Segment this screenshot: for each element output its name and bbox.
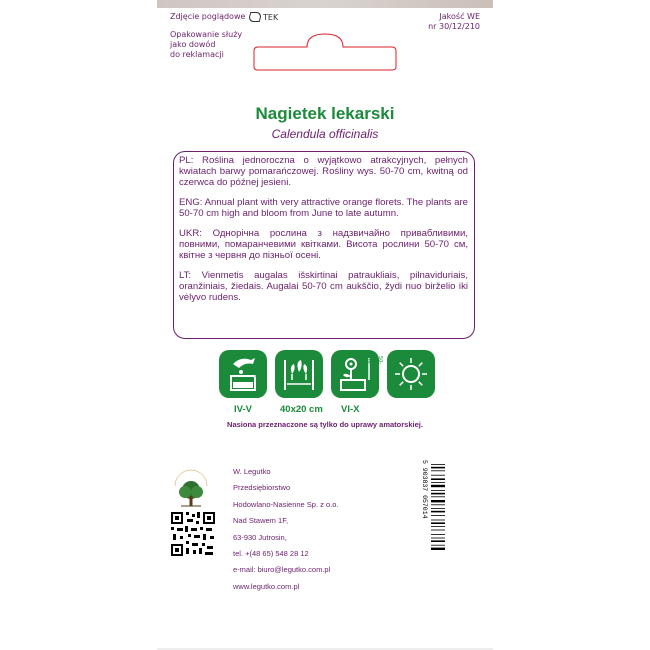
barcode-bar xyxy=(431,522,445,524)
spacing-icon xyxy=(275,350,323,398)
barcode-bar xyxy=(431,504,445,505)
barcode-bar xyxy=(431,475,445,476)
company-line-7: e-mail: biuro@legutko.com.pl xyxy=(233,565,331,575)
barcode-bar xyxy=(431,482,445,483)
amateur-use-note: Nasiona przeznaczone są tylko do uprawy amatorskiej. xyxy=(227,420,423,429)
flowering-icon xyxy=(331,350,383,398)
barcode-bar xyxy=(431,470,445,471)
quality-info xyxy=(428,12,480,32)
sowing-depth-label: 0,5 cm xyxy=(252,369,264,377)
barcode-bar xyxy=(431,515,445,516)
company-line-5: 63-930 Jutrosin, xyxy=(233,532,287,542)
barcode-bar xyxy=(431,500,445,502)
barcode-bar xyxy=(431,508,445,509)
description-box xyxy=(173,151,475,339)
quality-line-1: Jakość WE xyxy=(439,12,480,21)
company-line-1: W. Legutko xyxy=(233,467,271,476)
seed-packet-back xyxy=(157,0,493,650)
barcode-bar xyxy=(431,534,445,535)
company-logo xyxy=(169,470,213,510)
photo-strip xyxy=(157,0,493,8)
barcode-bar xyxy=(431,520,445,521)
barcode-bar xyxy=(431,548,445,550)
sowing-time-icon xyxy=(219,350,267,398)
plant-height-label: 50-70 cm xyxy=(365,356,383,365)
hang-slot xyxy=(250,33,400,71)
barcode-bar xyxy=(431,478,445,480)
product-title: Nagietek lekarski xyxy=(255,104,395,123)
tek-badge xyxy=(249,12,278,22)
claim-line-1: Opakowanie służy xyxy=(170,30,243,39)
barcode-bar xyxy=(431,496,445,497)
description-pl: PL: Roślina jednoroczna o wyjątkowo atrakcyjnych, pełnych kwiatach barwy pomarańczowej. Rośliny wys. 50-70 cm, kwitną od czerwca do późnej jesieni. xyxy=(179,155,468,188)
company-line-8: www.legutko.com.pl xyxy=(233,581,300,591)
barcode-bar xyxy=(431,493,445,495)
icon-labels xyxy=(219,404,439,418)
company-line-4: Nad Stawem 1F, xyxy=(233,516,289,526)
company-address xyxy=(233,464,338,595)
barcode-bar xyxy=(431,530,445,531)
latin-name: Calendula officinalis xyxy=(271,127,379,141)
barcode-bar xyxy=(431,490,445,491)
cultivation-icons xyxy=(219,350,435,398)
claim-line-3: do reklamacji xyxy=(170,50,224,59)
tek-label: TEK xyxy=(263,12,279,22)
description-lt: LT: Vienmetis augalas išskirtinai patrauklіais, pilnaviduriais, oranžiniais, žiedais. Augalai 50-70 cm aukščio, žydi nuo birželio iki vėlyvo rudens. xyxy=(179,270,468,303)
spacing-label: 40x20 cm xyxy=(280,404,323,415)
company-line-2: Przedsiębiorstwo xyxy=(233,483,291,493)
claim-note xyxy=(170,30,250,60)
preview-note: Zdjęcie poglądowe xyxy=(170,12,246,21)
barcode-bar xyxy=(431,540,445,542)
barcode-bar xyxy=(431,526,445,527)
barcode-number: 5 903837 057014 xyxy=(421,460,428,519)
description-ukr: UKR: Однорічна рослина з надзвичайно привабливими, повними, помаранчевими квітками. Висота рослини 50-70 см, квітне з червня до пізньої осені. xyxy=(179,228,468,261)
barcode-bar xyxy=(431,467,445,469)
barcode-bar xyxy=(431,545,445,546)
quality-line-2: nr 30/12/210 xyxy=(428,22,480,31)
flowering-label: VI-X xyxy=(341,404,360,415)
qr-code xyxy=(169,510,217,558)
barcode-bar xyxy=(431,464,445,465)
barcode-bar xyxy=(431,485,445,487)
leaf-icon xyxy=(248,12,263,22)
barcode xyxy=(423,462,445,580)
description-eng: ENG: Annual plant with very attractive orange florets. The plants are 50-70 cm high and bloom from June to late autumn. xyxy=(179,197,468,219)
sun-icon xyxy=(387,350,435,398)
claim-line-2: jako dowód xyxy=(170,40,216,49)
company-line-3: Hodowlano-Nasienne Sp. z o.o. xyxy=(233,499,339,509)
company-line-6: tel. +(48 65) 548 28 12 xyxy=(233,549,309,559)
barcode-bar xyxy=(431,511,445,513)
sowing-time-label: IV-V xyxy=(234,404,252,415)
barcode-bar xyxy=(431,538,445,539)
